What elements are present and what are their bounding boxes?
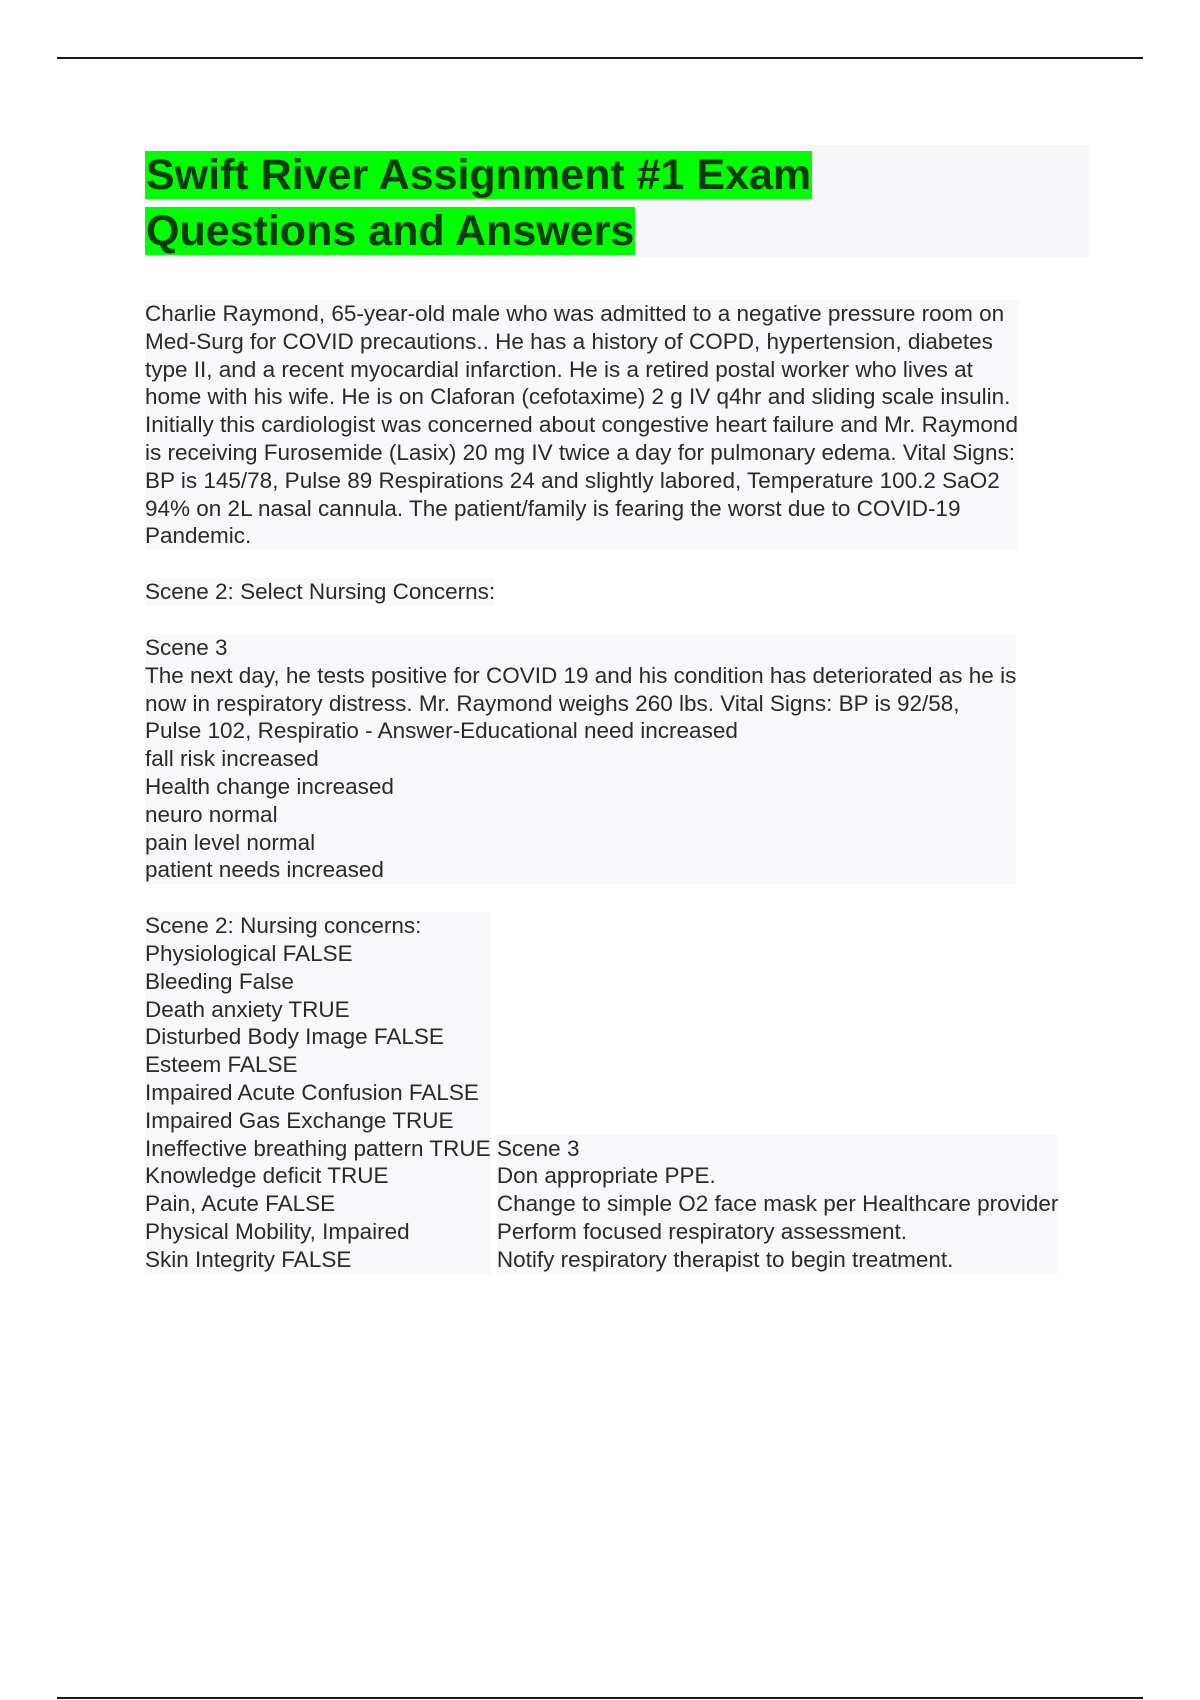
scene3-line: Pulse 102, Respiratio - Answer-Educational need increased [145, 718, 738, 744]
scene3-second-heading: Scene 3 [496, 1135, 580, 1161]
scene3-line: fall risk increased [145, 746, 319, 772]
concern-item: Impaired Gas Exchange TRUE [145, 1107, 454, 1133]
intro-line: type II, and a recent myocardial infarction. He is a retired postal worker who lives at [145, 356, 973, 382]
scene3-line: patient needs increased [145, 857, 384, 883]
action-item: Perform focused respiratory assessment. [496, 1218, 908, 1244]
scene3-line: Health change increased [145, 773, 394, 799]
action-item: Notify respiratory therapist to begin treatment. [496, 1246, 954, 1272]
intro-line: 94% on 2L nasal cannula. The patient/family is fearing the worst due to COVID-19 [145, 495, 961, 521]
intro-line: Med-Surg for COVID precautions.. He has a history of COPD, hypertension, diabetes [145, 328, 993, 354]
concern-item: Impaired Acute Confusion FALSE [145, 1079, 479, 1105]
concern-item: Knowledge deficit TRUE [145, 1163, 389, 1189]
action-item: Don appropriate PPE. [496, 1163, 716, 1189]
intro-line: BP is 145/78, Pulse 89 Respirations 24 and slightly labored, Temperature 100.2 SaO2 [145, 467, 1000, 493]
scene2-concerns-heading: Scene 2: Nursing concerns: [145, 913, 422, 939]
document-body [145, 300, 1095, 1302]
intro-line: Pandemic. [145, 523, 252, 549]
scene2-select-heading [145, 578, 495, 606]
intro-line: Initially this cardiologist was concerned about congestive heart failure and Mr. Raymond [145, 412, 1018, 438]
concern-item: Bleeding False [145, 968, 294, 994]
scene3-line: The next day, he tests positive for COVID 19 and his condition has deteriorated as he is [145, 662, 1017, 688]
intro-line: home with his wife. He is on Claforan (cefotaxime) 2 g IV q4hr and sliding scale insulin. [145, 384, 1011, 410]
scene3-first-section [145, 634, 1016, 884]
scene3-line: now in respiratory distress. Mr. Raymond weighs 260 lbs. Vital Signs: BP is 92/58, [145, 690, 960, 716]
concern-item: Ineffective breathing pattern TRUE [145, 1135, 491, 1161]
scene3-line: neuro normal [145, 801, 278, 827]
scene2-concerns-section [145, 912, 491, 1273]
action-item: Change to simple O2 face mask per Healthcare provider [496, 1191, 1059, 1217]
scene3-second-section [497, 1135, 1059, 1274]
intro-line: Charlie Raymond, 65-year-old male who was admitted to a negative pressure room on [145, 301, 1005, 326]
scene3-line: pain level normal [145, 829, 316, 855]
bottom-rule [57, 1697, 1143, 1699]
concern-item: Disturbed Body Image FALSE [145, 1024, 444, 1050]
case-intro-paragraph [145, 300, 1018, 550]
intro-line: is receiving Furosemide (Lasix) 20 mg IV twice a day for pulmonary edema. Vital Signs: [145, 439, 1015, 465]
top-rule [57, 57, 1143, 59]
concern-item: Pain, Acute FALSE [145, 1191, 336, 1217]
scene2-select-text: Scene 2: Select Nursing Concerns: [145, 579, 496, 605]
scene3-first-heading: Scene 3 [145, 634, 228, 660]
concern-item: Esteem FALSE [145, 1052, 298, 1078]
concern-item: Skin Integrity FALSE [145, 1246, 352, 1272]
concern-item: Death anxiety TRUE [145, 996, 350, 1022]
document-title-text: Swift River Assignment #1 Exam Questions and Answers [146, 151, 812, 255]
concern-item: Physiological FALSE [145, 940, 353, 966]
concern-item: Physical Mobility, Impaired [145, 1218, 410, 1244]
document-title [145, 147, 905, 259]
